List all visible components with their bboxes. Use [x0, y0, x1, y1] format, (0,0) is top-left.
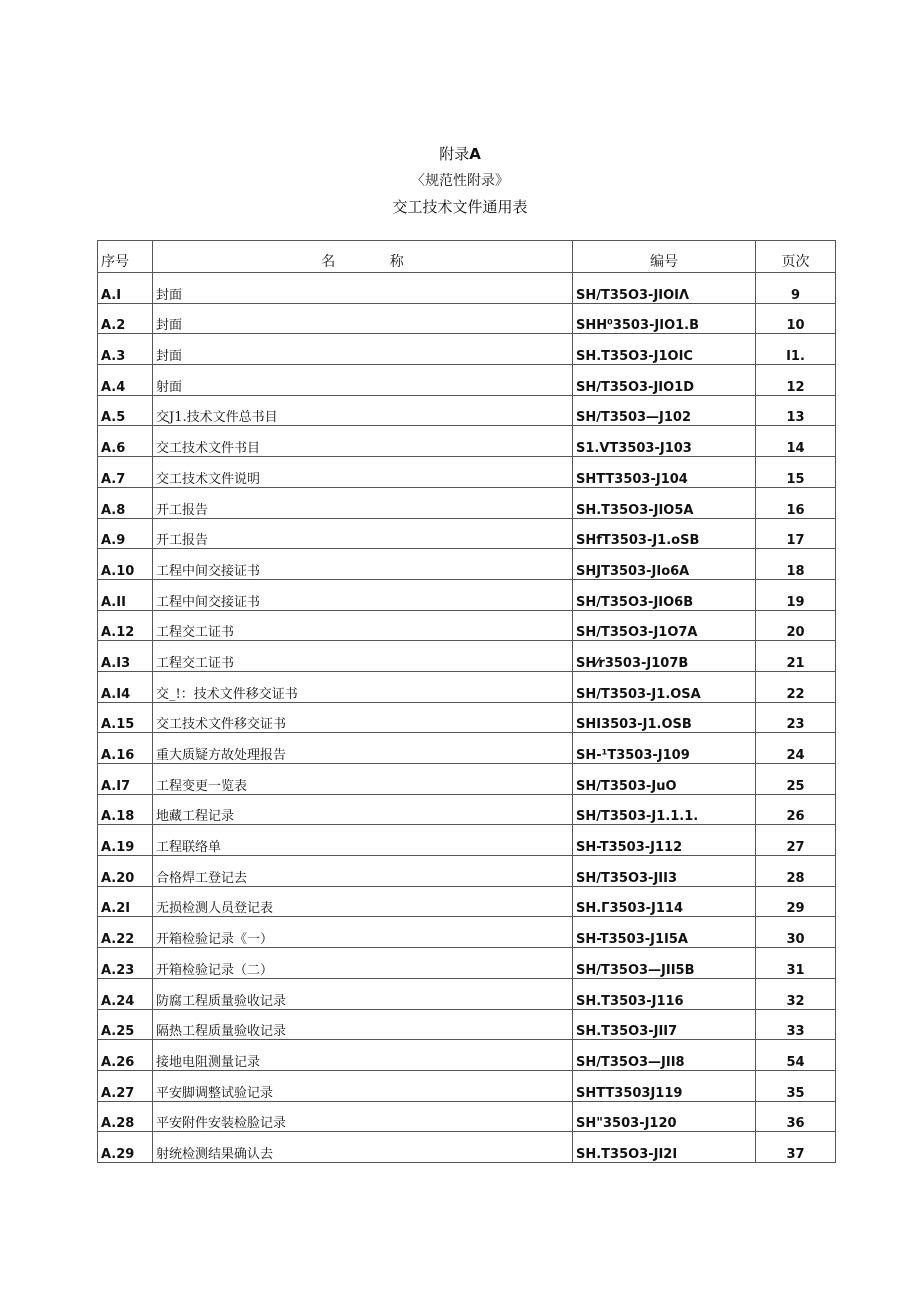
row-name: 封面 — [153, 303, 573, 334]
row-seq: A.I — [98, 273, 153, 304]
row-name: 交工技术文件书目 — [153, 426, 573, 457]
row-code: SH.T35O3-JII7 — [573, 1009, 756, 1040]
table-row — [98, 365, 836, 396]
table-row — [98, 856, 836, 887]
row-seq: A.25 — [98, 1009, 153, 1040]
row-page: 28 — [756, 856, 836, 887]
table-row — [98, 733, 836, 764]
row-name: 交J1.技术文件总书目 — [153, 395, 573, 426]
column-header-code: 编号 — [573, 241, 756, 273]
row-page: 24 — [756, 733, 836, 764]
table-row — [98, 794, 836, 825]
table-row — [98, 610, 836, 641]
row-code: SH.T35O3-JIO5A — [573, 487, 756, 518]
row-name: 接地电阻测量记录 — [153, 1040, 573, 1071]
row-code: SH/T35O3-JIOIΛ — [573, 273, 756, 304]
row-seq: A.5 — [98, 395, 153, 426]
table-row — [98, 457, 836, 488]
row-name: 射面 — [153, 365, 573, 396]
row-code: SH/T35O3—JII8 — [573, 1040, 756, 1071]
appendix-title-prefix: 附录 — [439, 145, 470, 163]
table-row — [98, 579, 836, 610]
appendix-subtitle: 〈规范性附录》 — [411, 173, 509, 189]
row-code: SH/T3503-J1.OSA — [573, 671, 756, 702]
table-row — [98, 395, 836, 426]
table-row — [98, 764, 836, 795]
row-name: 工程变更一览表 — [153, 764, 573, 795]
row-page: 19 — [756, 579, 836, 610]
row-page: 29 — [756, 886, 836, 917]
row-page: 37 — [756, 1132, 836, 1163]
table-row — [98, 273, 836, 304]
row-seq: A.22 — [98, 917, 153, 948]
row-seq: A.4 — [98, 365, 153, 396]
row-name: 无损检测人员登记表 — [153, 886, 573, 917]
row-page: I1. — [756, 334, 836, 365]
row-name: 工程中间交接证书 — [153, 549, 573, 580]
row-seq: A.6 — [98, 426, 153, 457]
row-name: 平安附件安装检脸记录 — [153, 1101, 573, 1132]
appendix-title — [0, 143, 920, 164]
row-name: 重大质疑方故处理报告 — [153, 733, 573, 764]
row-seq: A.9 — [98, 518, 153, 549]
row-code: SH.T3503-J116 — [573, 978, 756, 1009]
row-name: 封面 — [153, 273, 573, 304]
row-name: 开工报告 — [153, 487, 573, 518]
row-code: SH/T3503-J1.1.1. — [573, 794, 756, 825]
row-seq: A.7 — [98, 457, 153, 488]
row-name: 开箱检验记录（二） — [153, 948, 573, 979]
row-seq: A.24 — [98, 978, 153, 1009]
row-page: 16 — [756, 487, 836, 518]
row-seq: A.23 — [98, 948, 153, 979]
row-name: 地藏工程记录 — [153, 794, 573, 825]
table-row — [98, 978, 836, 1009]
row-seq: A.2I — [98, 886, 153, 917]
row-seq: A.20 — [98, 856, 153, 887]
row-page: 12 — [756, 365, 836, 396]
row-name: 开箱检验记录《一） — [153, 917, 573, 948]
row-code: SH.Γ3503-J114 — [573, 886, 756, 917]
row-name: 开工报告 — [153, 518, 573, 549]
row-seq: A.15 — [98, 702, 153, 733]
row-code: SHI3503-J1.OSB — [573, 702, 756, 733]
row-page: 10 — [756, 303, 836, 334]
table-row — [98, 1070, 836, 1101]
row-page: 22 — [756, 671, 836, 702]
row-name: 工程联络单 — [153, 825, 573, 856]
row-code: SH"3503-J120 — [573, 1101, 756, 1132]
row-name: 交工技术文件说明 — [153, 457, 573, 488]
table-row — [98, 1101, 836, 1132]
table-header-row — [98, 241, 836, 273]
table-row — [98, 671, 836, 702]
row-seq: A.26 — [98, 1040, 153, 1071]
row-seq: A.2 — [98, 303, 153, 334]
table-row — [98, 641, 836, 672]
row-page: 27 — [756, 825, 836, 856]
table-row — [98, 487, 836, 518]
table-row — [98, 334, 836, 365]
row-seq: A.27 — [98, 1070, 153, 1101]
row-name: 合格焊工登记去 — [153, 856, 573, 887]
row-name: 隔热工程质量验收记录 — [153, 1009, 573, 1040]
table-row — [98, 1040, 836, 1071]
row-code: SH/T3503—J102 — [573, 395, 756, 426]
table-row — [98, 1132, 836, 1163]
row-page: 17 — [756, 518, 836, 549]
row-code: SH/T35O3-JIO1D — [573, 365, 756, 396]
row-page: 18 — [756, 549, 836, 580]
table-row — [98, 886, 836, 917]
row-seq: A.19 — [98, 825, 153, 856]
table-row — [98, 426, 836, 457]
row-code: SH/T35O3-JII3 — [573, 856, 756, 887]
row-page: 25 — [756, 764, 836, 795]
table-row — [98, 518, 836, 549]
row-code: SHTT3503J119 — [573, 1070, 756, 1101]
row-name: 工程交工证书 — [153, 641, 573, 672]
column-header-seq: 序号 — [98, 241, 153, 273]
row-name: 射统检测结果确认去 — [153, 1132, 573, 1163]
table-row — [98, 825, 836, 856]
row-seq: A.28 — [98, 1101, 153, 1132]
row-code: SHH⁰3503-JIO1.B — [573, 303, 756, 334]
row-page: 20 — [756, 610, 836, 641]
row-page: 15 — [756, 457, 836, 488]
row-page: 13 — [756, 395, 836, 426]
row-code: SH/T35O3-JIO6B — [573, 579, 756, 610]
row-seq: A.18 — [98, 794, 153, 825]
row-page: 23 — [756, 702, 836, 733]
table-row — [98, 702, 836, 733]
appendix-title-letter: A — [469, 145, 481, 163]
table-title: 交工技术文件通用表 — [392, 198, 528, 216]
row-page: 33 — [756, 1009, 836, 1040]
row-seq: A.3 — [98, 334, 153, 365]
row-page: 32 — [756, 978, 836, 1009]
row-code: S1.VT3503-J103 — [573, 426, 756, 457]
row-page: 9 — [756, 273, 836, 304]
row-code: SH/T3503-JuO — [573, 764, 756, 795]
row-code: SH.T35O3-JI2I — [573, 1132, 756, 1163]
row-seq: A.29 — [98, 1132, 153, 1163]
row-seq: A.I4 — [98, 671, 153, 702]
column-header-page: 页次 — [756, 241, 836, 273]
row-seq: A.I3 — [98, 641, 153, 672]
row-code: SH/T35O3—JII5B — [573, 948, 756, 979]
row-code: SHJT3503-JIo6A — [573, 549, 756, 580]
row-name: 交工技术文件移交证书 — [153, 702, 573, 733]
row-name: 工程交工证书 — [153, 610, 573, 641]
row-code: SH-¹T3503-J109 — [573, 733, 756, 764]
table-row — [98, 1009, 836, 1040]
row-code: SH.T35O3-J1OIC — [573, 334, 756, 365]
row-page: 36 — [756, 1101, 836, 1132]
row-name: 平安脚调整试验记录 — [153, 1070, 573, 1101]
row-page: 54 — [756, 1040, 836, 1071]
table-row — [98, 917, 836, 948]
row-page: 21 — [756, 641, 836, 672]
row-seq: A.16 — [98, 733, 153, 764]
column-header-name: 名 称 — [153, 241, 573, 273]
row-code: SH/T35O3-J1O7A — [573, 610, 756, 641]
row-seq: A.II — [98, 579, 153, 610]
row-code: SHTT3503-J104 — [573, 457, 756, 488]
row-page: 30 — [756, 917, 836, 948]
table-row — [98, 948, 836, 979]
document-table — [97, 240, 836, 1163]
row-name: 防腐工程质量验收记录 — [153, 978, 573, 1009]
table-row — [98, 303, 836, 334]
row-page: 35 — [756, 1070, 836, 1101]
row-seq: A.I7 — [98, 764, 153, 795]
row-page: 14 — [756, 426, 836, 457]
row-code: SH-T3503-J112 — [573, 825, 756, 856]
row-name: 工程中间交接证书 — [153, 579, 573, 610]
row-seq: A.10 — [98, 549, 153, 580]
row-page: 31 — [756, 948, 836, 979]
row-seq: A.12 — [98, 610, 153, 641]
row-code: SH⁄r3503-J107B — [573, 641, 756, 672]
row-seq: A.8 — [98, 487, 153, 518]
row-name: 交_!：技术文件移交证书 — [153, 671, 573, 702]
row-code: SH-T3503-J1I5A — [573, 917, 756, 948]
row-code: SHfT3503-J1.oSB — [573, 518, 756, 549]
row-name: 封面 — [153, 334, 573, 365]
row-page: 26 — [756, 794, 836, 825]
table-row — [98, 549, 836, 580]
